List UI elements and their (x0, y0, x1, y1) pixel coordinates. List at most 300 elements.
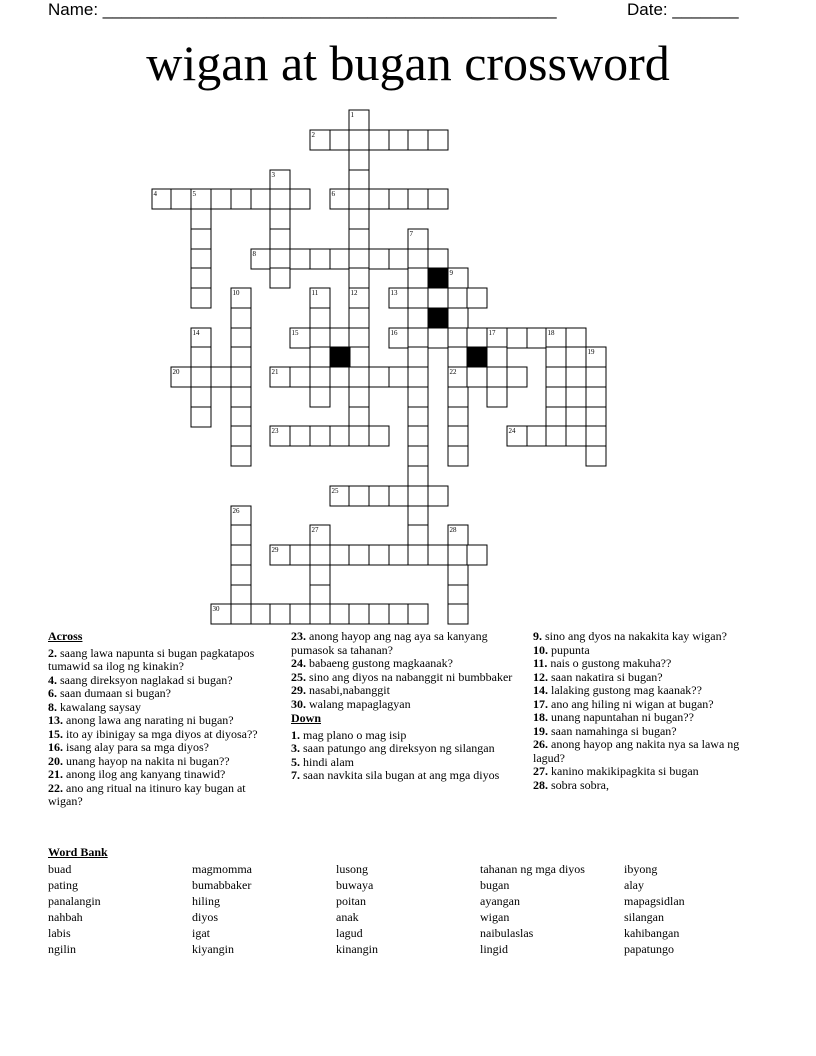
clue-number-label: 12 (350, 289, 358, 297)
grid-cell[interactable] (231, 545, 251, 565)
clue-item (48, 768, 276, 782)
clue-text: saan patungo ang direksyon ng silangan (300, 741, 495, 755)
clues-column-3 (533, 630, 755, 792)
clue-number: 19. (533, 723, 548, 738)
grid-cell[interactable] (408, 446, 428, 466)
grid-cell[interactable] (349, 150, 369, 170)
grid-cell[interactable] (586, 367, 606, 387)
clue-text: ito ay ibinigay sa mga diyos at diyosa?? (63, 726, 258, 741)
grid-cell[interactable] (448, 407, 468, 427)
clue-text: saan namahinga si bugan? (548, 723, 677, 738)
grid-cell[interactable] (349, 426, 369, 446)
grid-cell[interactable] (369, 249, 389, 269)
grid-cell[interactable] (171, 189, 191, 209)
clue-number: 12. (533, 669, 548, 684)
grid-cell[interactable] (389, 249, 409, 269)
grid-cell[interactable] (231, 604, 251, 624)
clue-number-label: 17 (488, 329, 496, 337)
grid-cell[interactable] (251, 189, 271, 209)
grid-cell[interactable] (349, 387, 369, 407)
grid-cell[interactable] (231, 367, 251, 387)
clue-item (533, 657, 755, 671)
grid-cell[interactable] (349, 249, 369, 269)
grid-cell[interactable] (527, 426, 547, 446)
grid-cell[interactable] (310, 545, 330, 565)
grid-cell[interactable] (231, 347, 251, 367)
grid-cell[interactable] (270, 229, 290, 249)
grid-cell[interactable] (290, 426, 310, 446)
word-bank-word: alay (624, 878, 644, 892)
grid-cell[interactable] (369, 130, 389, 150)
clue-number: 29. (291, 683, 306, 697)
word-bank-word: anak (336, 910, 359, 924)
grid-cell[interactable] (408, 268, 428, 288)
grid-cell[interactable] (507, 367, 527, 387)
clue-number-label: 28 (449, 526, 457, 534)
grid-cell[interactable] (448, 545, 468, 565)
grid-cell[interactable] (349, 604, 369, 624)
clue-number: 24. (291, 656, 306, 670)
word-bank-word: bumabbaker (192, 878, 252, 892)
grid-cell[interactable] (290, 189, 310, 209)
grid-cell[interactable] (349, 367, 369, 387)
clue-number-label: 25 (331, 487, 339, 495)
grid-cell[interactable] (586, 426, 606, 446)
clue-number-label: 21 (271, 368, 279, 376)
word-bank-word: kiyangin (192, 942, 234, 956)
grid-cell[interactable] (408, 249, 428, 269)
word-bank-word: wigan (480, 910, 510, 924)
grid-cell[interactable] (546, 407, 566, 427)
clue-number-label: 16 (390, 329, 398, 337)
grid-cell[interactable] (191, 288, 211, 308)
grid-cell[interactable] (251, 604, 271, 624)
grid-cell[interactable] (330, 249, 350, 269)
clues-column-2 (291, 630, 517, 783)
clue-number: 23. (291, 629, 306, 643)
word-bank-word: hiling (192, 894, 221, 908)
grid-cell[interactable] (231, 585, 251, 605)
grid-cell[interactable] (566, 328, 586, 348)
grid-cell[interactable] (231, 308, 251, 328)
clue-number-label: 19 (587, 348, 595, 356)
grid-cell[interactable] (290, 604, 310, 624)
clue-item (533, 684, 755, 698)
clue-number: 18. (533, 710, 548, 724)
clue-number-label: 20 (172, 368, 180, 376)
grid-cell[interactable] (270, 209, 290, 229)
clue-text: saan navkita sila bugan at ang mga diyos (300, 768, 500, 782)
clue-number: 25. (291, 669, 306, 684)
grid-cell[interactable] (566, 407, 586, 427)
clue-text: babaeng gustong magkaanak? (306, 656, 453, 670)
grid-cell[interactable] (290, 249, 310, 269)
word-bank-word: lagud (336, 926, 363, 940)
grid-cell[interactable] (270, 604, 290, 624)
clue-item (48, 701, 276, 715)
grid-cell[interactable] (448, 288, 468, 308)
word-bank-word: panalangin (48, 894, 101, 908)
clue-text: ano ang hiling ni wigan at bugan? (548, 696, 714, 711)
grid-cell[interactable] (330, 545, 350, 565)
grid-cell[interactable] (191, 229, 211, 249)
grid-cell[interactable] (389, 189, 409, 209)
grid-cell[interactable] (349, 347, 369, 367)
grid-cell[interactable] (191, 347, 211, 367)
word-bank-word: papatungo (624, 942, 674, 956)
word-bank-word: lusong (336, 862, 369, 876)
word-bank-word: buwaya (336, 878, 374, 892)
word-bank-word: naibulaslas (480, 926, 534, 940)
grid-cell[interactable] (349, 486, 369, 506)
clue-item (48, 687, 276, 701)
clue-item (533, 725, 755, 739)
grid-cell[interactable] (408, 308, 428, 328)
clue-text: mag plano o mag isip (300, 727, 407, 742)
grid-cell[interactable] (408, 367, 428, 387)
clue-text: sino ang diyos na nabanggit ni bumbbaker (306, 669, 513, 684)
grid-cell[interactable] (408, 387, 428, 407)
grid-cell[interactable] (428, 328, 448, 348)
grid-cell[interactable] (349, 170, 369, 190)
grid-cell[interactable] (349, 407, 369, 427)
grid-cell[interactable] (270, 268, 290, 288)
word-bank-word: diyos (192, 910, 219, 924)
grid-cell[interactable] (448, 604, 468, 624)
grid-cell[interactable] (408, 604, 428, 624)
clue-text: anong hayop ang nag aya sa kanyang pumasok sa tahanan? (291, 629, 488, 657)
clue-text: saang lawa napunta si bugan pagkatapos tumawid sa ilog ng kinakin? (48, 645, 255, 673)
grid-cell[interactable] (191, 268, 211, 288)
clue-item (533, 630, 755, 644)
grid-cell[interactable] (369, 367, 389, 387)
grid-cell[interactable] (310, 347, 330, 367)
grid-cell[interactable] (448, 585, 468, 605)
clue-text: saan dumaan si bugan? (57, 686, 171, 700)
grid-cell[interactable] (408, 486, 428, 506)
clue-text: anong ilog ang kanyang tinawid? (63, 767, 226, 781)
clue-text: saan nakatira si bugan? (548, 669, 663, 684)
grid-cell[interactable] (448, 426, 468, 446)
clue-item (291, 684, 517, 698)
grid-cell[interactable] (546, 387, 566, 407)
clue-number-label: 13 (390, 289, 398, 297)
grid-cell[interactable] (428, 130, 448, 150)
grid-cell[interactable] (428, 545, 448, 565)
clue-text: anong hayop ang nakita nya sa lawa ng lagud? (533, 737, 740, 765)
grid-cell[interactable] (231, 565, 251, 585)
clue-item (48, 741, 276, 755)
clue-number: 5. (291, 754, 300, 769)
clue-item (48, 647, 276, 674)
clue-number-label: 2 (311, 131, 315, 139)
grid-cell[interactable] (546, 426, 566, 446)
word-bank-word: silangan (624, 910, 664, 924)
grid-cell[interactable] (586, 407, 606, 427)
grid-cell[interactable] (408, 466, 428, 486)
grid-cell[interactable] (369, 189, 389, 209)
grid-cell[interactable] (487, 387, 507, 407)
clue-item (48, 755, 276, 769)
clue-text: anong lawa ang narating ni bugan? (63, 713, 234, 727)
grid-cell[interactable] (428, 486, 448, 506)
grid-cell[interactable] (330, 426, 350, 446)
clue-text: hindi alam (300, 754, 354, 769)
grid-cell[interactable] (349, 328, 369, 348)
grid-cell[interactable] (566, 347, 586, 367)
grid-cell[interactable] (310, 604, 330, 624)
clue-number-label: 27 (311, 526, 319, 534)
clue-item (291, 756, 517, 770)
grid-cell[interactable] (448, 565, 468, 585)
grid-cell[interactable] (231, 328, 251, 348)
grid-cell[interactable] (191, 209, 211, 229)
grid-cell[interactable] (231, 407, 251, 427)
word-bank-word: igat (192, 926, 210, 940)
word-bank-word: kinangin (336, 942, 378, 956)
grid-cell[interactable] (231, 426, 251, 446)
word-bank-word: lingid (480, 942, 509, 956)
grid-cell[interactable] (231, 387, 251, 407)
black-cell (330, 347, 350, 367)
grid-cell[interactable] (428, 189, 448, 209)
word-bank-word: magmomma (192, 862, 252, 876)
clue-number: 1. (291, 727, 300, 742)
grid-cell[interactable] (408, 328, 428, 348)
clue-item (533, 711, 755, 725)
clue-number: 9. (533, 629, 542, 643)
clue-number: 15. (48, 726, 63, 741)
grid-cell[interactable] (191, 249, 211, 269)
grid-cell[interactable] (310, 426, 330, 446)
clue-number-label: 22 (449, 368, 457, 376)
clue-number-label: 24 (508, 427, 516, 435)
clue-number: 2. (48, 645, 57, 660)
clues-column-1 (48, 630, 276, 809)
grid-cell[interactable] (310, 308, 330, 328)
word-bank-word: poitan (336, 894, 366, 908)
grid-cell[interactable] (408, 288, 428, 308)
word-bank-word: pating (48, 878, 78, 892)
grid-cell[interactable] (448, 328, 468, 348)
grid-cell[interactable] (270, 249, 290, 269)
grid-cell[interactable] (428, 288, 448, 308)
grid-cell[interactable] (389, 486, 409, 506)
word-bank-column (48, 861, 188, 957)
grid-cell[interactable] (408, 347, 428, 367)
grid-cell[interactable] (349, 308, 369, 328)
clue-item (533, 738, 755, 765)
word-bank-column (336, 861, 476, 957)
clue-text: ano ang ritual na itinuro kay bugan at wigan? (48, 780, 246, 808)
grid-cell[interactable] (270, 189, 290, 209)
grid-cell[interactable] (349, 268, 369, 288)
clue-number: 28. (533, 777, 548, 792)
grid-cell[interactable] (389, 604, 409, 624)
clue-number: 6. (48, 686, 57, 700)
grid-cell[interactable] (310, 585, 330, 605)
across-heading: Across (48, 629, 83, 643)
clue-number: 14. (533, 683, 548, 697)
grid-cell[interactable] (191, 387, 211, 407)
grid-cell[interactable] (448, 446, 468, 466)
grid-cell[interactable] (310, 249, 330, 269)
clue-number: 30. (291, 696, 306, 711)
clue-item (533, 644, 755, 658)
black-cell (467, 347, 487, 367)
grid-cell[interactable] (389, 367, 409, 387)
grid-cell[interactable] (211, 189, 231, 209)
grid-cell[interactable] (211, 367, 231, 387)
grid-cell[interactable] (467, 367, 487, 387)
clue-text: sino ang dyos na nakakita kay wigan? (542, 629, 727, 643)
grid-cell[interactable] (408, 525, 428, 545)
grid-cell[interactable] (330, 328, 350, 348)
clue-item (533, 779, 755, 793)
grid-cell[interactable] (290, 367, 310, 387)
clue-item (291, 729, 517, 743)
grid-cell[interactable] (349, 229, 369, 249)
grid-cell[interactable] (191, 407, 211, 427)
grid-cell[interactable] (389, 130, 409, 150)
grid-cell[interactable] (448, 387, 468, 407)
word-bank-word: ayangan (480, 894, 520, 908)
grid-cell[interactable] (369, 426, 389, 446)
clue-number: 17. (533, 696, 548, 711)
grid-cell[interactable] (428, 249, 448, 269)
clue-number-label: 4 (153, 190, 157, 198)
grid-cell[interactable] (448, 308, 468, 328)
grid-cell[interactable] (408, 426, 428, 446)
clue-number: 20. (48, 753, 63, 768)
page-title: wigan at bugan crossword (146, 35, 670, 91)
grid-cell[interactable] (349, 189, 369, 209)
clue-text: lalaking gustong mag kaanak?? (548, 683, 702, 697)
grid-cell[interactable] (448, 347, 468, 367)
grid-cell[interactable] (191, 367, 211, 387)
grid-cell[interactable] (467, 288, 487, 308)
grid-cell[interactable] (330, 604, 350, 624)
grid-cell[interactable] (231, 525, 251, 545)
grid-cell[interactable] (349, 130, 369, 150)
clue-item (48, 782, 276, 809)
grid-cell[interactable] (467, 545, 487, 565)
clue-item (291, 657, 517, 671)
grid-cell[interactable] (408, 130, 428, 150)
black-cell (428, 308, 448, 328)
clue-text: nasabi,nabanggit (306, 683, 390, 697)
clue-item (291, 671, 517, 685)
grid-cell[interactable] (389, 545, 409, 565)
clue-text: nais o gustong makuha?? (547, 656, 672, 670)
grid-cell[interactable] (408, 407, 428, 427)
clue-item (48, 714, 276, 728)
clue-text: unang hayop na nakita ni bugan?? (63, 753, 230, 768)
clue-number-label: 29 (271, 546, 279, 554)
grid-cell[interactable] (231, 189, 251, 209)
grid-cell[interactable] (369, 604, 389, 624)
grid-cell[interactable] (369, 486, 389, 506)
grid-cell[interactable] (231, 446, 251, 466)
date-field-label: Date: _______ (627, 0, 739, 19)
clue-number-label: 8 (252, 250, 256, 258)
grid-cell[interactable] (330, 130, 350, 150)
grid-cell[interactable] (310, 387, 330, 407)
grid-cell[interactable] (586, 446, 606, 466)
grid-cell[interactable] (586, 387, 606, 407)
clue-item (291, 630, 517, 657)
grid-cell[interactable] (507, 328, 527, 348)
word-bank-word: mapagsidlan (624, 894, 685, 908)
clue-number-label: 15 (291, 329, 299, 337)
grid-cell[interactable] (349, 545, 369, 565)
clue-number: 22. (48, 780, 63, 795)
clue-number: 11. (533, 656, 548, 670)
clue-number: 8. (48, 699, 57, 714)
clue-text: kanino makikipagkita si bugan (548, 764, 699, 778)
clue-number: 13. (48, 713, 63, 727)
clue-text: saang direksyon naglakad si bugan? (57, 672, 233, 687)
grid-cell[interactable] (330, 367, 350, 387)
clue-item (48, 728, 276, 742)
clue-item (48, 674, 276, 688)
clue-number: 26. (533, 737, 548, 751)
clue-number-label: 6 (331, 190, 335, 198)
grid-cell[interactable] (566, 367, 586, 387)
clue-item (291, 698, 517, 712)
word-bank-word: bugan (480, 878, 510, 892)
clue-number-label: 18 (547, 329, 555, 337)
clue-number: 4. (48, 672, 57, 687)
grid-cell[interactable] (546, 367, 566, 387)
down-heading: Down (291, 711, 322, 725)
grid-cell[interactable] (310, 565, 330, 585)
grid-cell[interactable] (566, 387, 586, 407)
grid-cell[interactable] (310, 328, 330, 348)
grid-cell[interactable] (290, 545, 310, 565)
clue-number-label: 3 (271, 171, 275, 179)
word-bank-word: labis (48, 926, 71, 940)
clue-number-label: 14 (192, 329, 200, 337)
grid-cell[interactable] (546, 347, 566, 367)
grid-cell[interactable] (369, 545, 389, 565)
clue-number-label: 9 (449, 269, 453, 277)
word-bank-column (192, 861, 332, 957)
grid-cell[interactable] (467, 328, 487, 348)
clue-number: 3. (291, 741, 300, 755)
clue-text: pupunta (548, 642, 590, 657)
grid-cell[interactable] (527, 328, 547, 348)
grid-cell[interactable] (408, 545, 428, 565)
clue-number: 27. (533, 764, 548, 778)
clue-number: 21. (48, 767, 63, 781)
word-bank-word: ibyong (624, 862, 658, 876)
grid-cell[interactable] (408, 189, 428, 209)
grid-cell[interactable] (310, 367, 330, 387)
grid-cell[interactable] (349, 209, 369, 229)
word-bank-title: Word Bank (48, 845, 108, 859)
grid-cell[interactable] (408, 506, 428, 526)
clue-text: isang alay para sa mga diyos? (63, 740, 209, 754)
grid-cell[interactable] (487, 367, 507, 387)
grid-cell[interactable] (487, 347, 507, 367)
word-bank-word: tahanan ng mga diyos (480, 862, 585, 876)
grid-cell[interactable] (566, 426, 586, 446)
clue-number-label: 23 (271, 427, 279, 435)
clue-number-label: 10 (232, 289, 240, 297)
clue-item (291, 742, 517, 756)
word-bank-word: kahibangan (624, 926, 680, 940)
